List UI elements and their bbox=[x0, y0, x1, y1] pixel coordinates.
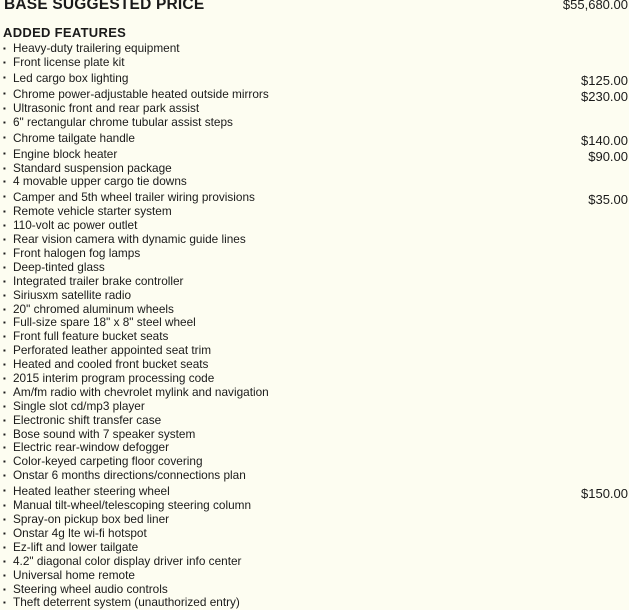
bullet-icon: ▪ bbox=[3, 235, 6, 245]
feature-item bbox=[3, 42, 629, 56]
bullet-icon: ▪ bbox=[3, 598, 6, 608]
feature-name: Engine block heater bbox=[13, 146, 118, 161]
bullet-icon: ▪ bbox=[3, 570, 6, 580]
added-features-title: ADDED FEATURES bbox=[3, 25, 127, 40]
feature-name: 2015 interim program processing code bbox=[13, 371, 215, 386]
feature-item bbox=[3, 146, 629, 162]
feature-name: Heavy-duty trailering equipment bbox=[13, 41, 180, 55]
bullet-icon: ▪ bbox=[3, 221, 6, 231]
feature-name: Universal home remote bbox=[13, 567, 135, 582]
feature-price: $230.00 bbox=[581, 88, 628, 104]
feature-price: $90.00 bbox=[588, 148, 628, 164]
feature-name: 110-volt ac power outlet bbox=[13, 218, 138, 233]
feature-name: Electric rear-window defogger bbox=[13, 440, 170, 455]
bullet-icon: ▪ bbox=[3, 443, 6, 453]
feature-name: Bose sound with 7 speaker system bbox=[13, 426, 196, 441]
feature-item bbox=[3, 316, 629, 330]
bullet-icon: ▪ bbox=[3, 72, 6, 82]
feature-item bbox=[3, 330, 629, 344]
bullet-icon: ▪ bbox=[3, 207, 6, 217]
feature-name: Onstar 6 months directions/connections plan bbox=[13, 468, 246, 483]
feature-name: Am/fm radio with chevrolet mylink and navigation bbox=[13, 384, 269, 399]
feature-item bbox=[3, 386, 629, 400]
feature-name: Heated leather steering wheel bbox=[13, 484, 170, 499]
feature-name: Standard suspension package bbox=[13, 160, 172, 175]
feature-name: Front license plate kit bbox=[13, 54, 125, 69]
bullet-icon: ▪ bbox=[3, 332, 6, 342]
feature-item bbox=[3, 70, 629, 86]
feature-item bbox=[3, 205, 629, 219]
feature-item bbox=[3, 130, 629, 146]
feature-item bbox=[3, 189, 629, 208]
bullet-icon: ▪ bbox=[3, 192, 6, 202]
feature-price: $125.00 bbox=[581, 72, 628, 88]
feature-name: Theft deterrent system (unauthorized entry) bbox=[13, 595, 240, 610]
feature-item bbox=[3, 233, 629, 247]
feature-name: Heated and cooled front bucket seats bbox=[13, 357, 209, 372]
bullet-icon: ▪ bbox=[3, 276, 6, 286]
feature-item bbox=[3, 303, 629, 317]
bullet-icon: ▪ bbox=[3, 401, 6, 411]
bullet-icon: ▪ bbox=[3, 501, 6, 511]
feature-name: Ez-lift and lower tailgate bbox=[13, 539, 139, 554]
bullet-icon: ▪ bbox=[3, 556, 6, 566]
bullet-icon: ▪ bbox=[3, 88, 6, 98]
feature-item bbox=[3, 261, 629, 275]
feature-name: Integrated trailer brake controller bbox=[13, 273, 184, 288]
feature-item bbox=[3, 499, 629, 513]
bullet-icon: ▪ bbox=[3, 374, 6, 384]
bullet-icon: ▪ bbox=[3, 542, 6, 552]
feature-name: Camper and 5th wheel trailer wiring provisions bbox=[13, 190, 255, 205]
feature-name: Ultrasonic front and rear park assist bbox=[13, 100, 200, 115]
feature-name: Color-keyed carpeting floor covering bbox=[13, 454, 203, 469]
feature-price: $150.00 bbox=[581, 486, 628, 502]
feature-name: Deep-tinted glass bbox=[13, 259, 105, 274]
feature-item bbox=[3, 569, 629, 583]
feature-item bbox=[3, 162, 629, 176]
bullet-icon: ▪ bbox=[3, 515, 6, 525]
bullet-icon: ▪ bbox=[3, 148, 6, 158]
feature-item bbox=[3, 358, 629, 372]
feature-item bbox=[3, 441, 629, 455]
feature-name: Remote vehicle starter system bbox=[13, 204, 172, 219]
feature-name: Electronic shift transfer case bbox=[13, 412, 162, 427]
bullet-icon: ▪ bbox=[3, 471, 6, 481]
feature-item bbox=[3, 455, 629, 469]
bullet-icon: ▪ bbox=[3, 318, 6, 328]
feature-name: Onstar 4g lte wi-fi hotspot bbox=[13, 525, 147, 540]
bullet-icon: ▪ bbox=[3, 117, 6, 127]
bullet-icon: ▪ bbox=[3, 346, 6, 356]
feature-name: Chrome tailgate handle bbox=[13, 130, 135, 145]
feature-item bbox=[3, 275, 629, 289]
feature-price: $140.00 bbox=[581, 132, 628, 148]
bullet-icon: ▪ bbox=[3, 457, 6, 467]
feature-price: $35.00 bbox=[588, 192, 628, 208]
feature-name: Manual tilt-wheel/telescoping steering column bbox=[13, 498, 252, 513]
feature-item bbox=[3, 527, 629, 541]
base-price-title: BASE SUGGESTED PRICE bbox=[4, 0, 205, 13]
bullet-icon: ▪ bbox=[3, 360, 6, 370]
bullet-icon: ▪ bbox=[3, 415, 6, 425]
bullet-icon: ▪ bbox=[3, 304, 6, 314]
feature-name: Siriusxm satellite radio bbox=[13, 287, 132, 302]
bullet-icon: ▪ bbox=[3, 44, 6, 53]
feature-name: Steering wheel audio controls bbox=[13, 581, 168, 596]
feature-item bbox=[3, 513, 629, 527]
feature-item bbox=[3, 428, 629, 442]
feature-item bbox=[3, 555, 629, 569]
feature-item bbox=[3, 400, 629, 414]
bullet-icon: ▪ bbox=[3, 387, 6, 397]
bullet-icon: ▪ bbox=[3, 290, 6, 300]
feature-name: Single slot cd/mp3 player bbox=[13, 398, 145, 413]
feature-name: 20" chromed aluminum wheels bbox=[13, 301, 174, 316]
feature-name: Chrome power-adjustable heated outside mirrors bbox=[13, 86, 269, 101]
feature-item bbox=[3, 344, 629, 358]
feature-item bbox=[3, 541, 629, 555]
bullet-icon: ▪ bbox=[3, 103, 6, 113]
bullet-icon: ▪ bbox=[3, 249, 6, 259]
feature-name: 4.2" diagonal color display driver info center bbox=[13, 553, 242, 568]
base-price-value: $55,680.00 bbox=[562, 0, 628, 12]
base-price-row bbox=[4, 0, 629, 16]
feature-item bbox=[3, 414, 629, 428]
bullet-icon: ▪ bbox=[3, 528, 6, 538]
feature-name: Front halogen fog lamps bbox=[13, 246, 141, 261]
feature-item bbox=[3, 583, 629, 597]
feature-item bbox=[3, 86, 629, 102]
feature-name: 6" rectangular chrome tubular assist steps bbox=[13, 114, 233, 129]
bullet-icon: ▪ bbox=[3, 177, 6, 187]
bullet-icon: ▪ bbox=[3, 262, 6, 272]
feature-name: Spray-on pickup box bed liner bbox=[13, 512, 170, 527]
feature-list bbox=[3, 42, 629, 610]
feature-item bbox=[3, 116, 629, 130]
feature-name: Full-size spare 18" x 8" steel wheel bbox=[13, 315, 196, 330]
feature-item bbox=[3, 175, 629, 189]
bullet-icon: ▪ bbox=[3, 57, 6, 67]
feature-item bbox=[3, 483, 629, 502]
bullet-icon: ▪ bbox=[3, 163, 6, 173]
feature-name: Front full feature bucket seats bbox=[13, 329, 169, 344]
bullet-icon: ▪ bbox=[3, 584, 6, 594]
bullet-icon: ▪ bbox=[3, 486, 6, 496]
feature-item bbox=[3, 219, 629, 233]
feature-name: Perforated leather appointed seat trim bbox=[13, 343, 212, 358]
feature-item bbox=[3, 102, 629, 116]
feature-item bbox=[3, 372, 629, 386]
feature-name: Rear vision camera with dynamic guide lines bbox=[13, 232, 246, 247]
feature-item bbox=[3, 289, 629, 303]
bullet-icon: ▪ bbox=[3, 132, 6, 142]
feature-name: Led cargo box lighting bbox=[13, 70, 129, 85]
feature-item bbox=[3, 596, 629, 610]
bullet-icon: ▪ bbox=[3, 429, 6, 439]
feature-item bbox=[3, 469, 629, 483]
feature-name: 4 movable upper cargo tie downs bbox=[13, 174, 187, 189]
feature-item bbox=[3, 56, 629, 70]
feature-item bbox=[3, 247, 629, 261]
